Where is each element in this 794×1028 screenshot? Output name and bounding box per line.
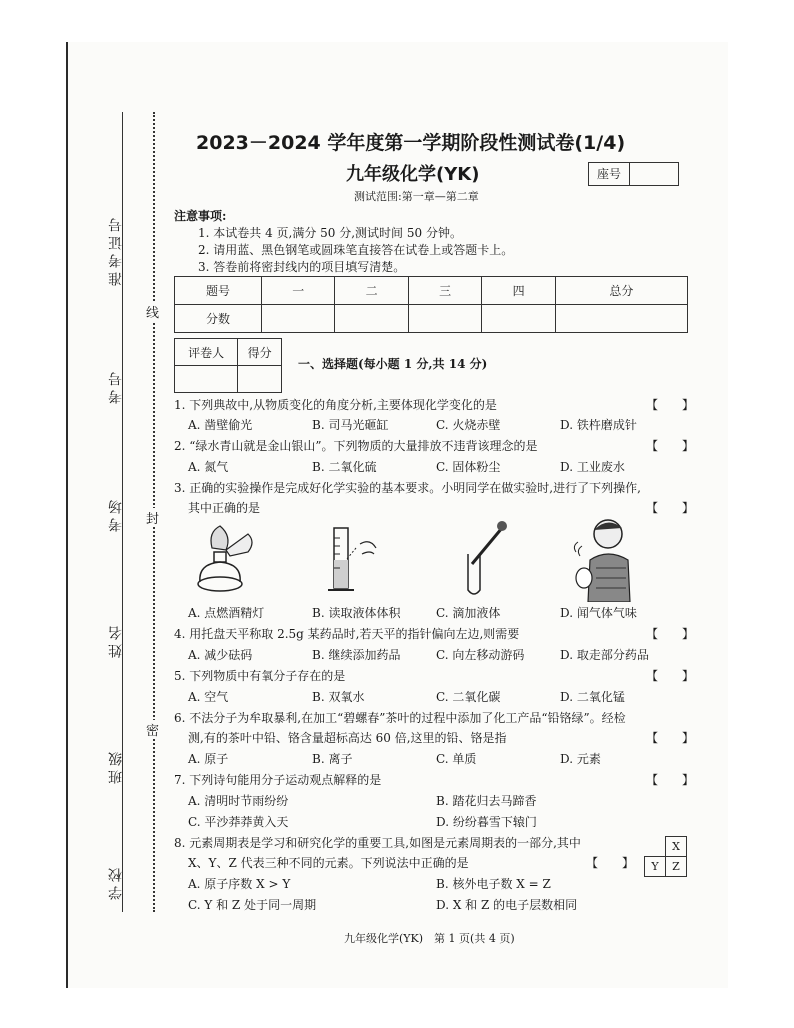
option: C. Y 和 Z 处于同一周期	[188, 898, 317, 912]
notice-item: 1. 本试卷共 4 页,满分 50 分,测试时间 50 分钟。	[198, 226, 462, 240]
option: A. 氮气	[188, 460, 229, 474]
side-field-number: 考号	[108, 368, 124, 404]
element-z: Z	[666, 857, 687, 877]
page-title: 2023－2024 学年度第一学期阶段性测试卷(1/4)	[196, 132, 626, 154]
score-table-cell: 题号	[175, 277, 262, 305]
question-stem: 1. 下列典故中,从物质变化的角度分析,主要体现化学变化的是	[174, 398, 497, 412]
option: B. 读取液体体积	[312, 606, 401, 620]
option: A. 点燃酒精灯	[188, 606, 265, 620]
option: A. 原子	[188, 752, 229, 766]
seat-value[interactable]	[630, 163, 678, 185]
option: A. 减少砝码	[188, 648, 253, 662]
option: D. 取走部分药品	[560, 648, 649, 662]
score-cell[interactable]	[408, 305, 481, 333]
option: B. 司马光砸缸	[312, 418, 389, 432]
score-table-cell: 总分	[555, 277, 687, 305]
grader-score-label: 得分	[238, 339, 282, 366]
option: C. 二氧化碳	[436, 690, 501, 704]
score-table-header-row	[175, 277, 688, 305]
side-field-class: 班级	[108, 748, 124, 784]
question-stem-continued: X、Y、Z 代表三种不同的元素。下列说法中正确的是	[188, 856, 469, 870]
periodic-table-fragment	[644, 836, 687, 877]
answer-bracket[interactable]: 【 】	[646, 731, 695, 745]
option: C. 固体粉尘	[436, 460, 501, 474]
option: C. 向左移动游码	[436, 648, 525, 662]
element-x: X	[666, 837, 687, 857]
grader-reviewer-label: 评卷人	[175, 339, 238, 366]
grader-score-cell[interactable]	[238, 366, 282, 393]
question-stem-continued: 测,有的茶叶中铅、铬含量超标高达 60 倍,这里的铅、铬是指	[188, 731, 507, 745]
score-table-cell: 一	[262, 277, 335, 305]
option: C. 单质	[436, 752, 477, 766]
test-scope: 测试范围:第一章—第二章	[354, 190, 479, 203]
smelling-gas-illustration	[568, 516, 644, 602]
answer-bracket[interactable]: 【 】	[586, 856, 635, 870]
score-table-cell: 二	[335, 277, 408, 305]
option: D. 元素	[560, 752, 601, 766]
notice-item: 3. 答卷前将密封线内的项目填写清楚。	[198, 260, 406, 274]
alcohol-lamp-illustration	[186, 522, 260, 594]
option: B. 继续添加药品	[312, 648, 401, 662]
answer-bracket[interactable]: 【 】	[646, 398, 695, 412]
option: D. 纷纷暮雪下辕门	[436, 815, 537, 829]
seal-mark-seal: 封	[146, 508, 159, 527]
seat-number-box[interactable]	[588, 162, 679, 186]
measuring-cylinder-illustration	[326, 524, 386, 596]
question-stem: 7. 下列诗句能用分子运动观点解释的是	[174, 773, 382, 787]
option: D. 闻气体气味	[560, 606, 637, 620]
option: D. 铁杵磨成针	[560, 418, 637, 432]
score-cell[interactable]	[262, 305, 335, 333]
question-stem: 4. 用托盘天平称取 2.5g 某药品时,若天平的指针偏向左边,则需要	[174, 627, 520, 641]
score-table	[174, 276, 688, 333]
side-field-school: 学校	[108, 864, 124, 900]
option: A. 清明时节雨纷纷	[188, 794, 289, 808]
seal-mark-secret: 密	[146, 720, 159, 739]
score-cell[interactable]	[555, 305, 687, 333]
question-stem: 8. 元素周期表是学习和研究化学的重要工具,如图是元素周期表的一部分,其中	[174, 836, 581, 850]
page-footer: 九年级化学(YK) 第 1 页(共 4 页)	[344, 932, 515, 945]
score-table-score-row	[175, 305, 688, 333]
option: A. 凿壁偷光	[188, 418, 253, 432]
score-cell[interactable]	[482, 305, 555, 333]
page-subtitle: 九年级化学(YK)	[346, 164, 480, 185]
option: D. X 和 Z 的电子层数相同	[436, 898, 578, 912]
option: B. 核外电子数 X = Z	[436, 877, 551, 891]
grader-reviewer-cell[interactable]	[175, 366, 238, 393]
score-table-cell: 四	[482, 277, 555, 305]
question-stem-continued: 其中正确的是	[188, 501, 261, 515]
element-y: Y	[645, 857, 666, 877]
question-stem: 6. 不法分子为牟取暴利,在加工“碧螺春”茶叶的过程中添加了化工产品“铅铬绿”。经检	[174, 711, 626, 725]
score-table-row-label: 分数	[175, 305, 262, 333]
option: C. 平沙莽莽黄入天	[188, 815, 289, 829]
seal-mark-line: 线	[146, 302, 159, 321]
answer-bracket[interactable]: 【 】	[646, 439, 695, 453]
option: B. 踏花归去马蹄香	[436, 794, 537, 808]
answer-bracket[interactable]: 【 】	[646, 501, 695, 515]
option: C. 火烧赤壁	[436, 418, 501, 432]
option: A. 原子序数 X > Y	[188, 877, 291, 891]
answer-bracket[interactable]: 【 】	[646, 669, 695, 683]
score-table-cell: 三	[408, 277, 481, 305]
score-cell[interactable]	[335, 305, 408, 333]
grader-table	[174, 338, 282, 393]
option: B. 离子	[312, 752, 353, 766]
option: D. 工业废水	[560, 460, 625, 474]
section-heading: 一、选择题(每小题 1 分,共 14 分)	[298, 357, 488, 371]
option: C. 滴加液体	[436, 606, 501, 620]
option: B. 二氧化硫	[312, 460, 377, 474]
answer-bracket[interactable]: 【 】	[646, 773, 695, 787]
notice-item: 2. 请用蓝、黑色钢笔或圆珠笔直接答在试卷上或答题卡上。	[198, 243, 514, 257]
dropper-test-tube-illustration	[462, 518, 512, 598]
side-field-exam-id: 准考证号	[108, 214, 124, 286]
option: D. 二氧化锰	[560, 690, 625, 704]
question-stem: 2. “绿水青山就是金山银山”。下列物质的大量排放不违背该理念的是	[174, 439, 538, 453]
seat-label: 座号	[589, 163, 630, 185]
option: B. 双氧水	[312, 690, 365, 704]
question-stem: 5. 下列物质中有氧分子存在的是	[174, 669, 346, 683]
notice-heading: 注意事项:	[174, 209, 227, 223]
side-field-name: 姓名	[108, 622, 124, 658]
answer-bracket[interactable]: 【 】	[646, 627, 695, 641]
side-field-room: 考场	[108, 496, 124, 532]
question-stem: 3. 正确的实验操作是完成好化学实验的基本要求。小明同学在做实验时,进行了下列操作,	[174, 481, 641, 495]
option: A. 空气	[188, 690, 229, 704]
